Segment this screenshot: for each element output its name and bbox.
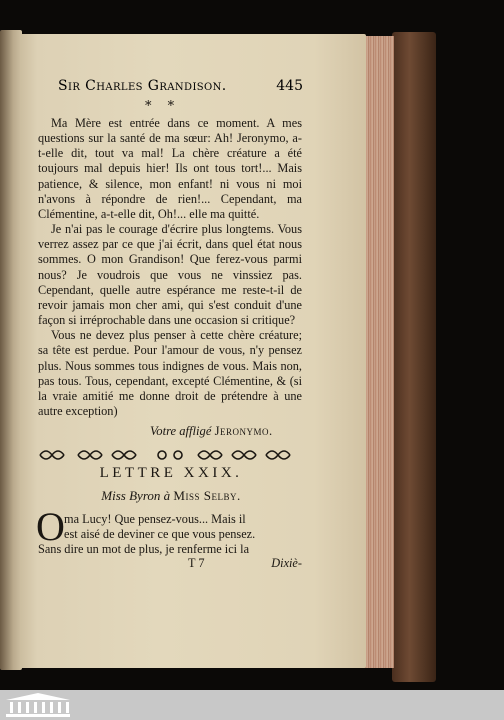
paragraph: Vous ne devez plus penser à cette chère créature; sa tête est perdue. Pour l'amour de vous, n'y pensez plus. Nous sommes tous indignes de vous. Mais non, pas tous. Tous, cependant, excepté Clémentine, & (si la vraie amitié me donne droit de prétendre à une autre exception) — [38, 328, 302, 418]
page-footer — [38, 556, 302, 572]
letter-preposition: à — [163, 488, 171, 503]
letter-recipient: Miss Selby. — [173, 488, 241, 503]
letter-sender: Miss Byron — [101, 488, 161, 503]
running-header — [58, 78, 303, 96]
paragraph: Je n'ai pas le courage d'écrire plus longtems. Vous verrez assez par ce que j'ai écrit, dans quel état nous sommes. O mon Grandison! Que ferez-vous parmi nous? Je voudrois que vous ne vinssiez pas. Cependant, quelle autre espérance me reste-t-il de revoir jamais mon cher ami, qui s'est conduit d'une façon si irréprochable dans une occasion si critique? — [38, 222, 302, 328]
signature-mark: T 7 — [188, 556, 205, 570]
letter-body — [38, 116, 302, 419]
signature — [150, 424, 273, 439]
letter-subheading — [40, 488, 302, 504]
letter-heading: LETTRE XXIX. — [99, 465, 243, 481]
left-page-edge — [0, 30, 22, 670]
viewer-bottom-bar — [0, 690, 504, 720]
signature-prefix: Votre affligé — [150, 424, 212, 438]
drop-cap: O — [36, 504, 65, 549]
text-line: Sans dire un mot de plus, je renferme ici la — [38, 542, 250, 557]
catchword: Dixiè- — [271, 556, 302, 570]
book-cover — [392, 32, 436, 682]
text-line: ma Lucy! Que pensez-vous... Mais il — [64, 512, 246, 526]
text-line: est aisé de deviner ce que vous pensez. — [64, 527, 256, 542]
signature-name: Jeronymo. — [214, 424, 273, 438]
section-mark: * * — [145, 99, 181, 114]
ornament-divider — [38, 446, 302, 464]
library-building-icon — [4, 692, 72, 718]
paragraph: Ma Mère est entrée dans ce moment. A mes questions sur la santé de ma sœur: Ah! Jeronymo, a-t-elle dit, tout va mal! La chère créature a été toujours mal depuis hier! Ils ont tous tort!... Mais patience, & silence, mon enfant! ni vous ni moi n'avons à répondre de rien!... Cependant, ma Clémentine, a-t-elle dit, Oh!... elle ma quitté. — [38, 116, 302, 221]
letter-opening — [38, 512, 302, 558]
running-title: Sir Charles Grandison. — [58, 78, 227, 94]
page-edges — [364, 36, 394, 668]
page-number: 445 — [276, 78, 303, 94]
